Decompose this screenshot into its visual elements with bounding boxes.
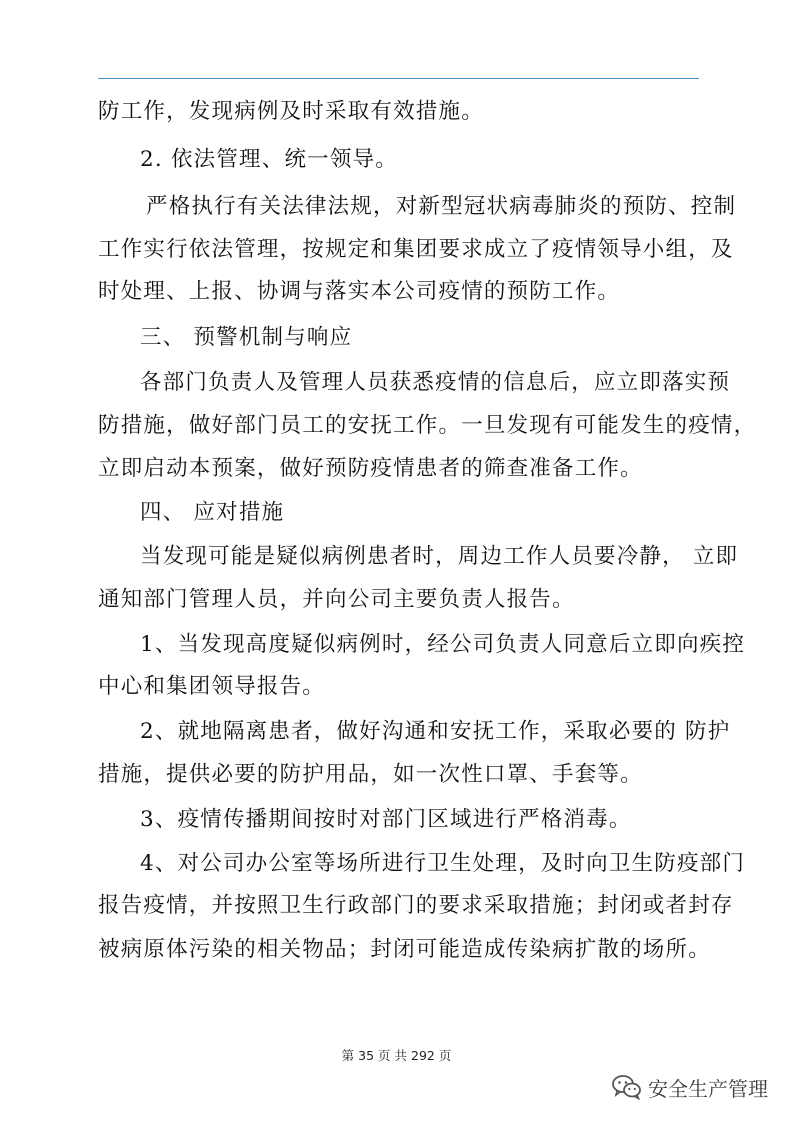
wechat-icon [612,1074,642,1100]
page-number-footer [0,1046,793,1064]
text-line: 防措施，做好部门员工的安抚工作。一旦发现有可能发生的疫情， [98,413,757,438]
page-suffix: 页 [438,1048,452,1063]
text-line: 各部门负责人及管理人员获悉疫情的信息后，应立即落实预 [140,370,731,395]
header-rule [98,78,699,79]
text-line: 2、就地隔离患者，做好沟通和安抚工作，采取必要的 防护 [140,719,731,744]
text-line: 防工作，发现病例及时采取有效措施。 [98,99,484,124]
page-middle: 页 共 [378,1048,408,1063]
watermark-text: 安全生产管理 [648,1076,768,1101]
text-line: 严格执行有关法律法规，对新型冠状病毒肺炎的预防、控制 [146,194,737,219]
text-line: 中心和集团领导报告。 [98,674,326,699]
text-line: 工作实行依法管理，按规定和集团要求成立了疫情领导小组，及 [98,237,734,262]
text-line: 通知部门管理人员，并向公司主要负责人报告。 [98,587,575,612]
text-line: 时处理、上报、协调与落实本公司疫情的预防工作。 [98,279,621,304]
text-line: 当发现可能是疑似病例患者时，周边工作人员要冷静， 立即 [140,544,739,569]
page-total: 292 [411,1048,435,1063]
text-line: 立即启动本预案，做好预防疫情患者的筛查准备工作。 [98,456,643,481]
section-heading: 三、 预警机制与响应 [140,325,353,350]
text-line: 2. 依法管理、统一领导。 [140,147,398,172]
text-line: 措施，提供必要的防护用品，如一次性口罩、手套等。 [98,762,643,787]
text-line: 1、当发现高度疑似病例时，经公司负责人同意后立即向疾控 [140,632,746,657]
page-prefix: 第 [341,1048,355,1063]
text-line: 报告疫情，并按照卫生行政部门的要求采取措施；封闭或者封存 [98,893,734,918]
text-line: 3、疫情传播期间按时对部门区域进行严格消毒。 [140,807,632,832]
section-heading: 四、 应对措施 [140,500,285,525]
text-line: 被病原体污染的相关物品；封闭可能造成传染病扩散的场所。 [98,937,711,962]
text-line: 4、对公司办公室等场所进行卫生处理，及时向卫生防疫部门 [140,851,746,876]
page-number: 35 [358,1048,375,1063]
watermark [612,1072,768,1102]
